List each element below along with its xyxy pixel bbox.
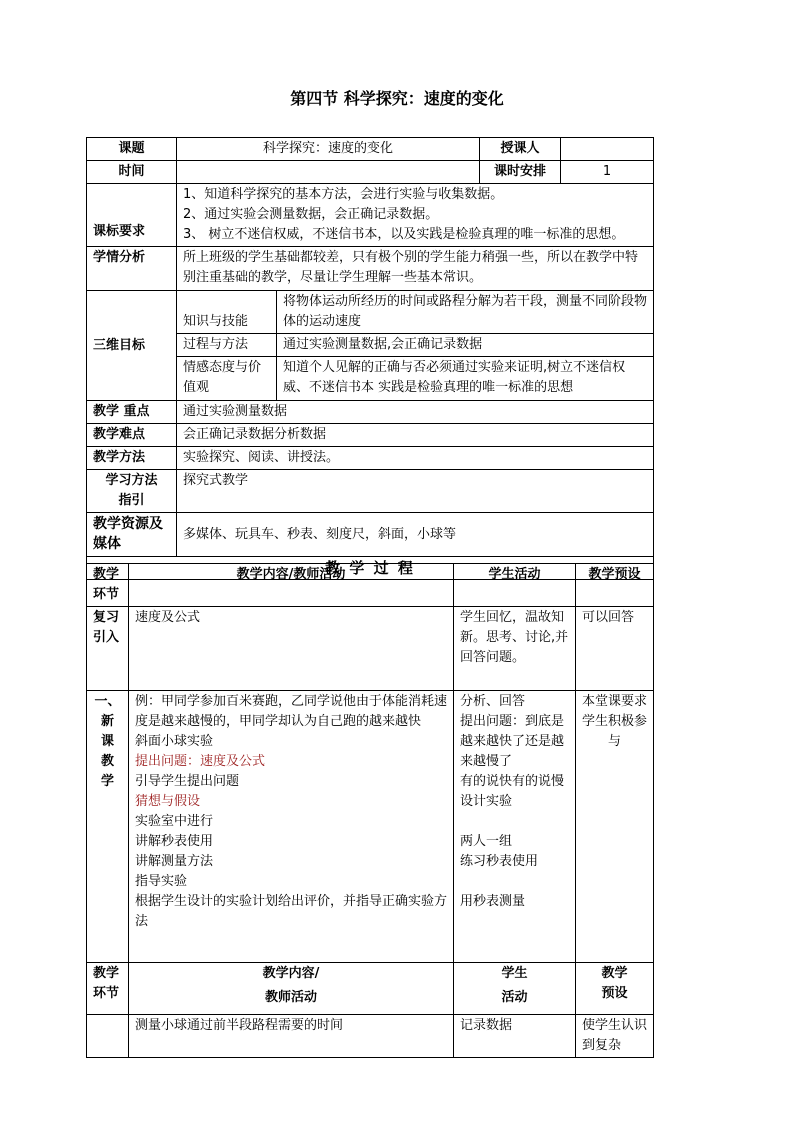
student-line: 两人一组 <box>460 834 513 849</box>
time-value <box>177 161 480 184</box>
resources-text: 多媒体、玩具车、秒表、刻度尺，斜面，小球等 <box>177 513 654 557</box>
goal-name: 过程与方法 <box>177 334 277 357</box>
standards-item: 1、知道科学探究的基本方法，会进行实验与收集数据。 <box>183 187 504 202</box>
content-line: 讲解测量方法 <box>135 854 214 869</box>
stage-char: 课 <box>100 734 114 749</box>
content-header-line: 教学内容/ <box>262 966 320 981</box>
time-label: 时间 <box>87 161 177 184</box>
standards-content <box>177 184 654 247</box>
stage-char: 学 <box>100 774 114 789</box>
stage-header: 教学环节 <box>87 564 129 607</box>
goal-name: 情感态度与价值观 <box>177 357 277 401</box>
review-plan: 可以回答 <box>576 607 654 691</box>
stage-char: 新 <box>100 714 114 729</box>
document-title: 第四节 科学探究：速度的变化 <box>290 89 504 108</box>
student-line: 练习秒表使用 <box>460 854 539 869</box>
study-label: 学习方法指引 <box>87 470 177 513</box>
process-title: 教 学 过 程 <box>87 557 654 580</box>
student-line: 设计实验 <box>460 794 513 809</box>
student-line: 有的说快有的说慢 <box>460 774 565 789</box>
goals-label: 三维目标 <box>87 291 177 401</box>
study-text: 探究式教学 <box>177 470 654 513</box>
difficulty-label: 教学难点 <box>87 424 177 447</box>
standards-item: 3、 树立不迷信权威，不迷信书本，以及实践是检验真理的唯一标准的思想。 <box>183 227 625 242</box>
content-line: 引导学生提出问题 <box>135 774 240 789</box>
student-line: 分析、回答 <box>460 694 526 709</box>
goal-text: 通过实验测量数据,会正确记录数据 <box>277 334 654 357</box>
key-point-text: 通过实验测量数据 <box>177 401 654 424</box>
content-header: 教学内容/教师活动 <box>129 564 454 607</box>
stage-char: 教 <box>100 754 114 769</box>
review-stage: 复习引入 <box>87 607 129 691</box>
plan-header-line: 预设 <box>601 986 628 1001</box>
teacher-value <box>561 138 654 161</box>
method-text: 实验探究、阅读、讲授法。 <box>177 447 654 470</box>
review-content: 速度及公式 <box>129 607 454 691</box>
situation-text: 所上班级的学生基础都较差，只有极个别的学生能力稍强一些，所以在教学中特别注重基础的教学，尽量让学生理解一些基本常识。 <box>177 247 654 291</box>
student-line: 提出问题：到底是越来越快了还是越来越慢了 <box>460 714 565 769</box>
new-lesson-plan: 本堂课要求学生积极参与 <box>576 691 654 963</box>
stage-header-2: 教学环节 <box>87 963 129 1015</box>
student-line: 用秒表测量 <box>460 894 526 909</box>
plan-header-line: 教学 <box>601 966 628 981</box>
content-header-2 <box>129 963 454 1015</box>
plan-header: 教学预设 <box>576 564 654 607</box>
student-line <box>460 812 569 832</box>
content-line: 例：甲同学参加百米赛跑，乙同学说他由于体能消耗速度是越来越慢的，甲同学却认为自己跑的越来越快 <box>135 694 448 729</box>
last-content: 测量小球通过前半段路程需要的时间 <box>129 1015 454 1058</box>
stage-char: 一、 <box>94 694 121 709</box>
new-lesson-student <box>454 691 576 963</box>
situation-label: 学情分析 <box>87 247 177 291</box>
last-plan: 使学生认识到复杂 <box>576 1015 654 1058</box>
goal-text: 将物体运动所经历的时间或路程分解为若干段，测量不同阶段物体的运动速度 <box>277 291 654 334</box>
hours-value: 1 <box>561 161 654 184</box>
hours-label: 课时安排 <box>480 161 561 184</box>
student-header-line: 学生 <box>501 966 528 981</box>
student-line <box>460 872 569 892</box>
teaching-process-table <box>86 563 654 1058</box>
standards-label: 课标要求 <box>87 184 177 247</box>
method-label: 教学方法 <box>87 447 177 470</box>
review-student: 学生回忆，温故知新。思考、讨论,并回答问题。 <box>454 607 576 691</box>
content-line: 指导实验 <box>135 874 188 889</box>
content-line: 根据学生设计的实验计划给出评价，并指导正确实验方法 <box>135 894 448 929</box>
content-line: 斜面小球实验 <box>135 734 214 749</box>
content-line: 讲解秒表使用 <box>135 834 214 849</box>
student-header: 学生活动 <box>454 564 576 607</box>
difficulty-text: 会正确记录数据分析数据 <box>177 424 654 447</box>
teacher-label: 授课人 <box>480 138 561 161</box>
standards-item: 2、通过实验会测量数据，会正确记录数据。 <box>183 207 439 222</box>
last-student: 记录数据 <box>454 1015 576 1058</box>
student-header-2 <box>454 963 576 1015</box>
student-header-line: 活动 <box>501 990 528 1005</box>
content-header-line: 教师活动 <box>264 990 317 1005</box>
new-lesson-content <box>129 691 454 963</box>
lesson-info-table <box>86 137 654 580</box>
topic-value: 科学探究：速度的变化 <box>177 138 480 161</box>
plan-header-2 <box>576 963 654 1015</box>
key-point-label: 教学 重点 <box>87 401 177 424</box>
goal-text: 知道个人见解的正确与否必须通过实验来证明,树立不迷信权威、不迷信书本 实践是检验真理的唯一标准的思想 <box>277 357 654 401</box>
goal-name: 知识与技能 <box>177 291 277 334</box>
content-line: 猜想与假设 <box>135 794 201 809</box>
last-stage <box>87 1015 129 1058</box>
content-line: 实验室中进行 <box>135 814 214 829</box>
new-lesson-stage <box>87 691 129 963</box>
topic-label: 课题 <box>87 138 177 161</box>
content-line: 提出问题：速度及公式 <box>135 754 266 769</box>
resources-label: 教学资源及媒体 <box>87 513 177 557</box>
